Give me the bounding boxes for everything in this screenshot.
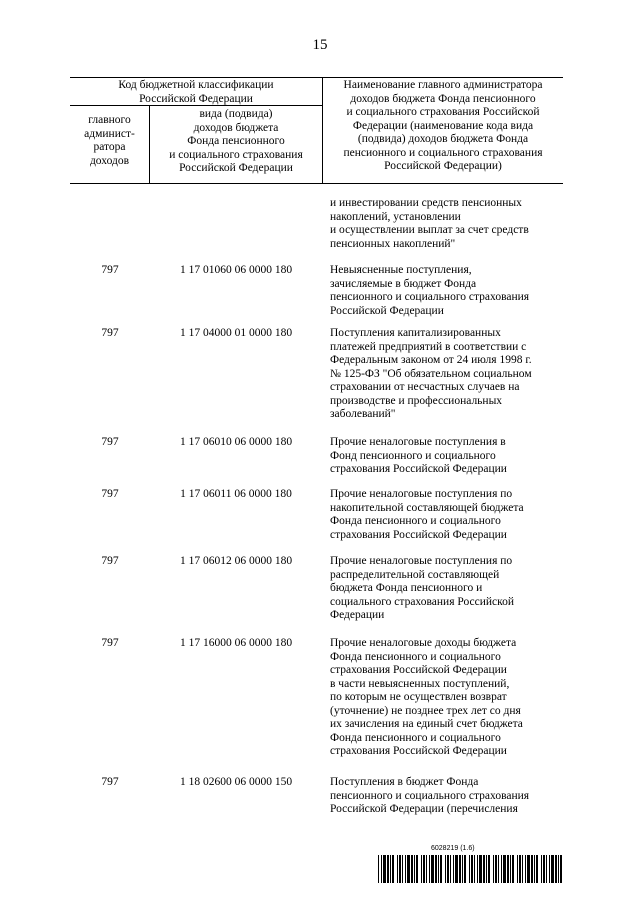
row-code: 1 17 04000 01 0000 180 xyxy=(179,327,293,339)
header-code-group: Код бюджетной классификации Российской Федерации xyxy=(118,79,274,105)
row-name: Поступления в бюджет Фонда пенсионного и социального страхования Российской Федерации (перечисления xyxy=(330,776,530,815)
row-code: 1 17 16000 06 0000 180 xyxy=(179,637,293,649)
row-admin: 797 xyxy=(101,776,119,788)
page-number: 15 xyxy=(312,37,328,53)
barcode xyxy=(378,855,565,883)
row-admin: 797 xyxy=(101,327,119,339)
header-admin-column: главного админист- ратора доходов xyxy=(84,114,135,167)
row-code: 1 18 02600 06 0000 150 xyxy=(179,776,293,788)
row-admin: 797 xyxy=(101,488,119,500)
row-name: Прочие неналоговые доходы бюджета Фонда пенсионного и социального страхования Российской Федерации в части невыясненных поступлений, по которым не осуществлен возврат (уточнение) не позднее трех лет со дня их зачисления на единый счет бюджета Фонда пенсионного и социального страхования Российской Федерации xyxy=(330,637,523,757)
row-admin: 797 xyxy=(101,637,119,649)
header-name-column: Наименование главного администратора доходов бюджета Фонда пенсионного и социального страхования Российской Федерации (наименование кода вида (подвида) доходов бюджета Фонда пенсионного и социального страхования Российской Федерации) xyxy=(343,79,543,172)
row-name: Прочие неналоговые поступления в Фонд пенсионного и социального страхования Российской Федерации xyxy=(330,436,507,475)
row-code: 1 17 06010 06 0000 180 xyxy=(179,436,293,448)
row-name: Поступления капитализированных платежей предприятий в соответствии с Федеральным законом от 24 июля 1998 г. № 125-ФЗ "Об обязательном социальном страховании от несчастных случаев на производстве и профессиональных заболеваний" xyxy=(330,327,532,420)
row-admin: 797 xyxy=(101,436,119,448)
header-kind-column: вида (подвида) доходов бюджета Фонда пенсионного и социального страхования Российской Федерации xyxy=(169,108,303,174)
barcode-id: 6028219 (1.6) xyxy=(431,845,475,852)
row-name: Прочие неналоговые поступления по накопительной составляющей бюджета Фонда пенсионного и социального страхования Российской Федерации xyxy=(330,488,524,541)
row-code: 1 17 01060 06 0000 180 xyxy=(179,264,293,276)
row-name: Прочие неналоговые поступления по распределительной составляющей бюджета Фонда пенсионного и социального страхования Российской Федерации xyxy=(330,555,515,621)
row-code: 1 17 06012 06 0000 180 xyxy=(179,555,293,567)
row-name: Невыясненные поступления, зачисляемые в бюджет Фонда пенсионного и социального страхования Российской Федерации xyxy=(330,264,530,317)
row-admin: 797 xyxy=(101,555,119,567)
table-header xyxy=(70,77,563,184)
row-code: 1 17 06011 06 0000 180 xyxy=(180,488,292,500)
row-admin: 797 xyxy=(101,264,119,276)
row-name: и инвестировании средств пенсионных накоплений, установлении и осуществлении выплат за счет средств пенсионных накоплений" xyxy=(330,197,529,250)
